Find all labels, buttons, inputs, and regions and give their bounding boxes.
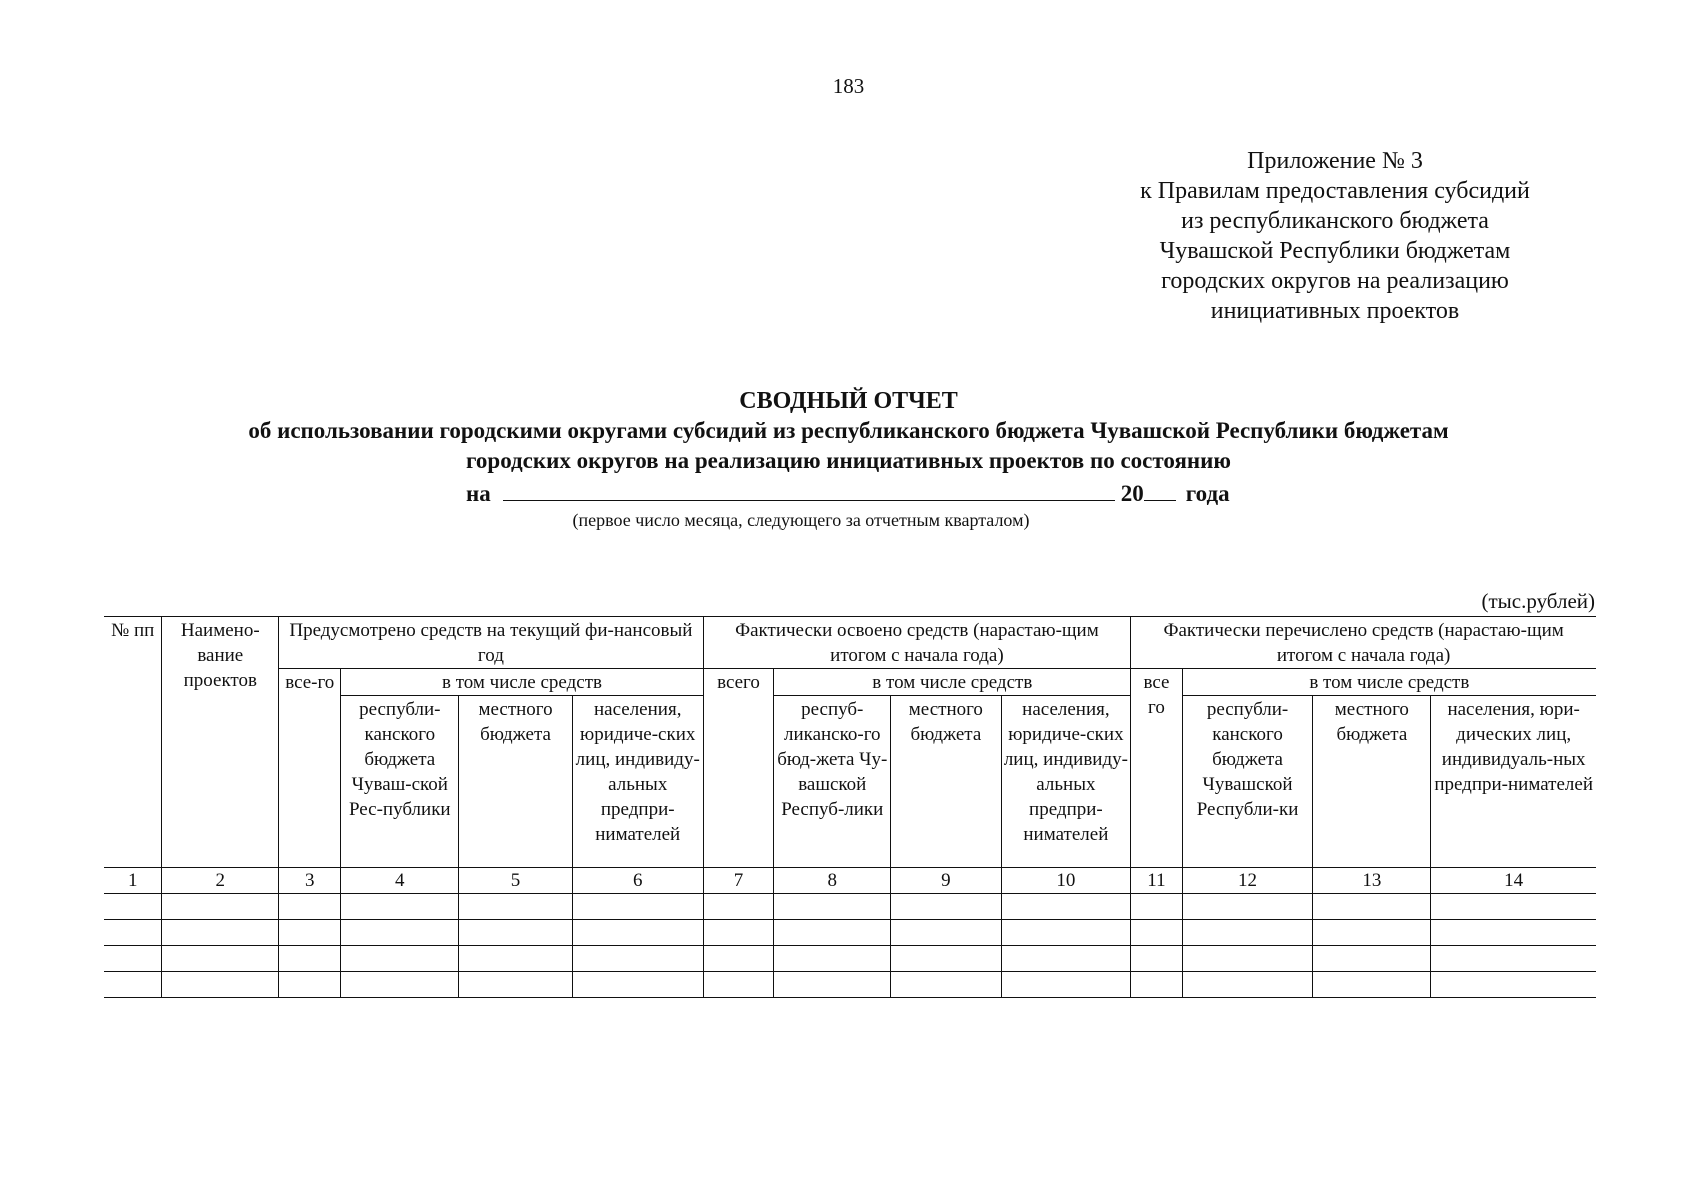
column-number: 5 — [459, 868, 573, 894]
column-number: 13 — [1313, 868, 1431, 894]
table-cell[interactable] — [774, 894, 891, 920]
header-col-name: Наимено-вание проектов — [162, 617, 279, 868]
page-number: 183 — [832, 74, 865, 98]
table-cell[interactable] — [1001, 894, 1131, 920]
units-label: (тыс.рублей) — [1481, 589, 1595, 613]
table-cell[interactable] — [703, 946, 774, 972]
report-title-main: СВОДНЫЙ ОТЧЕТ — [739, 388, 958, 414]
table-cell[interactable] — [703, 920, 774, 946]
header-population-funds: населения, юри-дических лиц, индивидуаль-ных предпри-нимателей — [1431, 696, 1596, 868]
column-number: 10 — [1001, 868, 1131, 894]
table-cell[interactable] — [1131, 946, 1182, 972]
column-number: 3 — [279, 868, 341, 894]
report-table — [104, 616, 1596, 998]
table-cell[interactable] — [1131, 894, 1182, 920]
table-cell[interactable] — [341, 946, 459, 972]
table-cell[interactable] — [1131, 920, 1182, 946]
table-cell[interactable] — [104, 946, 162, 972]
table-cell[interactable] — [572, 946, 703, 972]
column-number: 8 — [774, 868, 891, 894]
header-local-budget: местного бюджета — [459, 696, 573, 868]
header-group-planned: Предусмотрено средств на текущий фи-нансовый год — [279, 617, 703, 669]
report-date-line — [466, 478, 1246, 508]
table-cell[interactable] — [279, 946, 341, 972]
year-blank-field[interactable] — [1144, 478, 1176, 501]
table-cell[interactable] — [459, 920, 573, 946]
table-cell[interactable] — [1001, 946, 1131, 972]
table-cell[interactable] — [1431, 946, 1596, 972]
table-cell[interactable] — [1313, 972, 1431, 998]
table-cell[interactable] — [279, 972, 341, 998]
header-total: все-го — [279, 669, 341, 868]
column-number: 14 — [1431, 868, 1596, 894]
table-cell[interactable] — [459, 946, 573, 972]
table-cell[interactable] — [1431, 920, 1596, 946]
header-including: в том числе средств — [1182, 669, 1596, 696]
table-cell[interactable] — [1313, 894, 1431, 920]
header-group-spent: Фактически освоено средств (нарастаю-щим итогом с начала года) — [703, 617, 1131, 669]
appendix-line: Приложение № 3 — [1247, 148, 1423, 174]
header-local-budget: местного бюджета — [1313, 696, 1431, 868]
table-cell[interactable] — [459, 972, 573, 998]
header-republic-budget: республи-канского бюджета Чувашской Республи-ки — [1182, 696, 1313, 868]
table-row — [104, 920, 1596, 946]
year-prefix: 20 — [1120, 481, 1144, 506]
table-cell[interactable] — [1131, 972, 1182, 998]
header-population-funds: населения, юридиче-ских лиц, индивиду-альных предпри-нимателей — [572, 696, 703, 868]
header-republic-budget: респуб-ликанско-го бюд-жета Чу-вашской Респуб-лики — [774, 696, 891, 868]
column-number: 9 — [891, 868, 1001, 894]
header-local-budget: местного бюджета — [891, 696, 1001, 868]
header-col-no: № пп — [104, 617, 162, 868]
header-row — [104, 617, 1596, 669]
column-number: 7 — [703, 868, 774, 894]
report-title-line: городских округов на реализацию инициативных проектов по состоянию — [466, 448, 1231, 473]
empty-rows — [104, 894, 1596, 998]
header-total: всего — [703, 669, 774, 868]
table-cell[interactable] — [162, 946, 279, 972]
header-republic-budget: республи-канского бюджета Чуваш-ской Рес-публики — [341, 696, 459, 868]
column-number: 6 — [572, 868, 703, 894]
column-number: 2 — [162, 868, 279, 894]
table-cell[interactable] — [703, 894, 774, 920]
table-cell[interactable] — [891, 972, 1001, 998]
date-blank-field[interactable] — [503, 478, 1115, 501]
appendix-note — [1115, 146, 1555, 326]
table-cell[interactable] — [891, 946, 1001, 972]
table-row — [104, 894, 1596, 920]
table-cell[interactable] — [774, 972, 891, 998]
column-number: 4 — [341, 868, 459, 894]
header-group-transferred: Фактически перечислено средств (нарастаю-щим итогом с начала года) — [1131, 617, 1596, 669]
header-including: в том числе средств — [774, 669, 1131, 696]
year-suffix: года — [1185, 481, 1230, 506]
appendix-line: городских округов на реализацию — [1161, 268, 1509, 294]
header-row — [104, 669, 1596, 696]
table-cell[interactable] — [572, 894, 703, 920]
date-hint: (первое число месяца, следующего за отчетным кварталом) — [572, 510, 1030, 530]
table-cell[interactable] — [1182, 894, 1313, 920]
table-cell[interactable] — [774, 920, 891, 946]
table-cell[interactable] — [572, 920, 703, 946]
appendix-line: из республиканского бюджета — [1181, 208, 1489, 234]
table-cell[interactable] — [774, 946, 891, 972]
table-cell[interactable] — [1182, 946, 1313, 972]
table-cell[interactable] — [1313, 920, 1431, 946]
table-cell[interactable] — [1182, 972, 1313, 998]
appendix-line: инициативных проектов — [1210, 298, 1460, 324]
table-row — [104, 946, 1596, 972]
report-title-line: об использовании городскими округами субсидий из республиканского бюджета Чувашской Республики бюджетам — [248, 418, 1449, 443]
column-number: 1 — [104, 868, 162, 894]
table-cell[interactable] — [1001, 920, 1131, 946]
table-cell[interactable] — [104, 894, 162, 920]
table-cell[interactable] — [572, 972, 703, 998]
date-prefix: на — [466, 481, 491, 506]
report-title — [80, 386, 1617, 476]
table-cell[interactable] — [341, 894, 459, 920]
appendix-line: Чувашской Республики бюджетам — [1159, 238, 1511, 264]
table-cell[interactable] — [703, 972, 774, 998]
table-cell[interactable] — [104, 972, 162, 998]
header-population-funds: населения, юридиче-ских лиц, индивиду-альных предпри-нимателей — [1001, 696, 1131, 868]
table-cell[interactable] — [1431, 894, 1596, 920]
table-cell[interactable] — [1431, 972, 1596, 998]
table-cell[interactable] — [162, 920, 279, 946]
table-cell[interactable] — [1313, 946, 1431, 972]
column-number: 11 — [1131, 868, 1182, 894]
appendix-line: к Правилам предоставления субсидий — [1140, 178, 1530, 204]
table-cell[interactable] — [1001, 972, 1131, 998]
column-number-row — [104, 868, 1596, 894]
table-cell[interactable] — [162, 972, 279, 998]
header-total: все го — [1131, 669, 1182, 868]
table-cell[interactable] — [891, 894, 1001, 920]
table-cell[interactable] — [341, 920, 459, 946]
table-row — [104, 972, 1596, 998]
table-cell[interactable] — [279, 894, 341, 920]
table-cell[interactable] — [1182, 920, 1313, 946]
table-cell[interactable] — [459, 894, 573, 920]
table-cell[interactable] — [891, 920, 1001, 946]
table-cell[interactable] — [341, 972, 459, 998]
header-including: в том числе средств — [341, 669, 703, 696]
table-cell[interactable] — [279, 920, 341, 946]
column-number: 12 — [1182, 868, 1313, 894]
table-cell[interactable] — [162, 894, 279, 920]
table-cell[interactable] — [104, 920, 162, 946]
